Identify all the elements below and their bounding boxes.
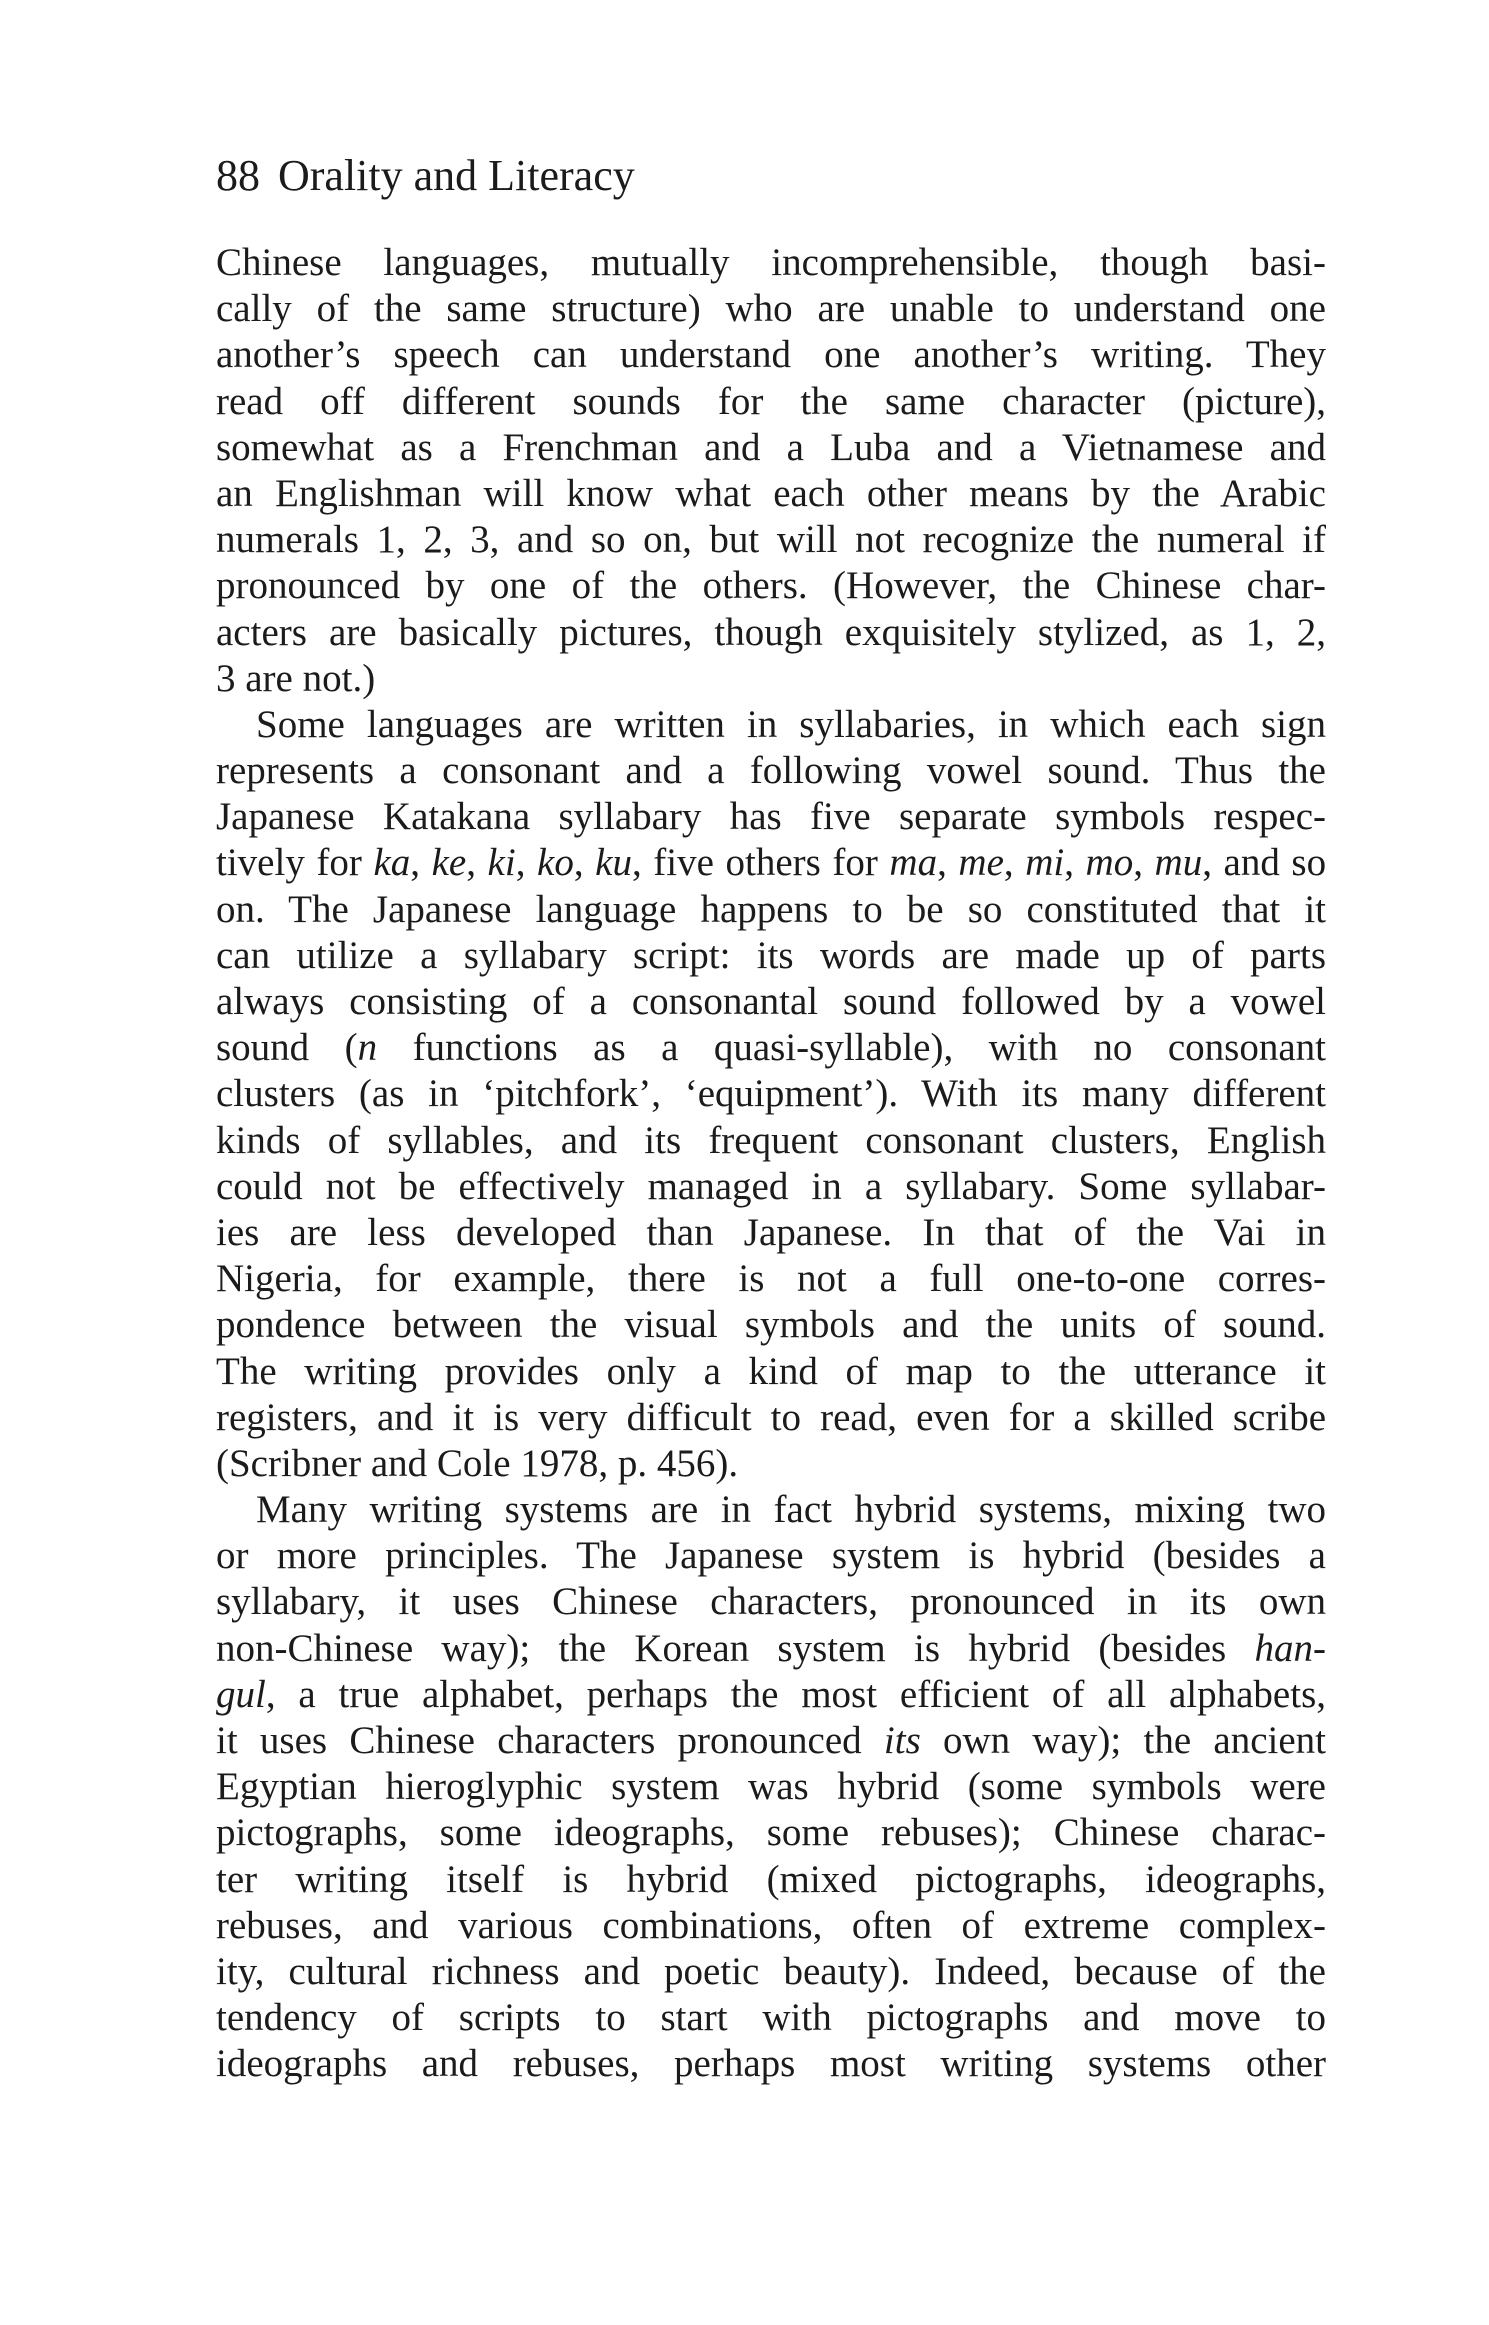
italic-text: mi (1025, 841, 1065, 885)
italic-text: mo (1085, 841, 1134, 885)
text-line (216, 1487, 1326, 1533)
text-span: somewhat as a Frenchman and a Luba and a Vietnamese and (216, 425, 1326, 469)
text-span: Egyptian hieroglyphic system was hybrid (some symbols were (216, 1765, 1326, 1809)
text-span: can utilize a syllabary script: its words are made up of parts (216, 933, 1326, 977)
text-line (216, 1810, 1326, 1856)
text-span: registers, and it is very difficult to read, even for a skilled scribe (216, 1395, 1326, 1439)
text-span: clusters (as in ‘pitchfork’, ‘equipment’). With its many different (216, 1072, 1326, 1116)
text-span: , (410, 841, 432, 885)
text-span: could not be effectively managed in a syllabary. Some syllabar- (216, 1164, 1326, 1208)
text-span: , (1064, 841, 1086, 885)
text-line (216, 933, 1326, 979)
text-span: on. The Japanese language happens to be so constituted that it (216, 887, 1326, 931)
text-line (216, 1857, 1326, 1903)
text-span: , a true alphabet, perhaps the most efficient of all alphabets, (265, 1672, 1326, 1716)
text-line (216, 425, 1326, 471)
text-line (216, 1533, 1326, 1579)
running-head (216, 148, 635, 204)
text-span: tively for (216, 841, 374, 885)
text-span: pictographs, some ideographs, some rebuses); Chinese charac- (216, 1811, 1326, 1855)
text-line (216, 471, 1326, 517)
text-span: acters are basically pictures, though exquisitely stylized, as 1, 2, (216, 610, 1326, 654)
page-number: 88 (216, 151, 260, 200)
text-span: represents a consonant and a following vowel sound. Thus the (216, 749, 1326, 793)
italic-text: ma (889, 841, 938, 885)
text-line (216, 1718, 1326, 1764)
text-span: Chinese languages, mutually incomprehensible, though basi- (216, 241, 1326, 284)
italic-text: n (357, 1026, 378, 1070)
text-line (216, 1764, 1326, 1810)
text-span: ter writing itself is hybrid (mixed pictographs, ideographs, (216, 1857, 1326, 1901)
text-line (216, 286, 1326, 332)
text-span: , (466, 841, 488, 885)
text-span: functions as a quasi-syllable), with no consonant (377, 1026, 1326, 1070)
text-span: sound ( (216, 1026, 358, 1070)
text-line (216, 1626, 1326, 1672)
text-span: it uses Chinese characters pronounced (216, 1719, 884, 1762)
text-line (216, 1395, 1326, 1441)
text-span: or more principles. The Japanese system is hybrid (besides a (216, 1534, 1326, 1578)
text-span: Many writing systems are in fact hybrid systems, mixing two (256, 1488, 1326, 1532)
body-text (216, 240, 1326, 2088)
text-span: 3 are not.) (216, 656, 376, 700)
italic-text: han- (1254, 1626, 1326, 1670)
text-span: an Englishman will know what each other means by the Arabic (216, 471, 1326, 515)
text-line (216, 702, 1326, 748)
text-span: always consisting of a consonantal sound followed by a vowel (216, 980, 1326, 1023)
text-line (216, 887, 1326, 933)
text-line (216, 1025, 1326, 1071)
text-line (216, 748, 1326, 794)
text-span: another’s speech can understand one another’s writing. They (216, 333, 1326, 377)
text-span: , (515, 841, 538, 885)
text-line (216, 1164, 1326, 1210)
text-line (216, 1441, 1326, 1487)
text-line (216, 1672, 1326, 1718)
text-span: (Scribner and Cole 1978, p. 456). (216, 1441, 739, 1485)
text-span: , and so (1202, 841, 1326, 885)
text-line (216, 979, 1326, 1025)
italic-text: me (958, 841, 1004, 885)
text-span: pondence between the visual symbols and the units of sound. (216, 1303, 1326, 1347)
italic-text: mu (1154, 841, 1203, 885)
text-span: own way); the ancient (920, 1719, 1326, 1762)
text-line (216, 563, 1326, 609)
text-line (216, 1349, 1326, 1395)
text-span: Some languages are written in syllabaries, in which each sign (256, 702, 1326, 746)
text-line (216, 1579, 1326, 1625)
text-span: , (1133, 841, 1155, 885)
text-line (216, 379, 1326, 425)
text-line (216, 794, 1326, 840)
text-span: , (1003, 841, 1026, 885)
text-span: non-Chinese way); the Korean system is hybrid (besides (216, 1626, 1255, 1670)
text-span: , five others for (631, 841, 890, 885)
text-span: The writing provides only a kind of map to the utterance it (216, 1349, 1326, 1393)
text-span: cally of the same structure) who are unable to understand one (216, 287, 1326, 331)
text-span: ideographs and rebuses, perhaps most writing systems other (216, 2042, 1326, 2086)
text-line (216, 1210, 1326, 1256)
text-span: pronounced by one of the others. (However, the Chinese char- (216, 564, 1326, 608)
text-line (216, 840, 1326, 886)
text-span: kinds of syllables, and its frequent consonant clusters, English (216, 1118, 1326, 1162)
text-line (216, 2041, 1326, 2087)
text-line (216, 1302, 1326, 1348)
italic-text: its (883, 1719, 921, 1762)
text-line (216, 1903, 1326, 1949)
running-head-title: Orality and Literacy (278, 151, 635, 200)
italic-text: ka (373, 841, 411, 885)
text-span: numerals 1, 2, 3, and so on, but will not recognize the numeral if (216, 518, 1326, 562)
text-span: tendency of scripts to start with pictographs and move to (216, 1996, 1326, 2040)
text-span: read off different sounds for the same character (picture), (216, 379, 1326, 423)
text-span: Nigeria, for example, there is not a full one-to-one corres- (216, 1257, 1326, 1301)
text-span: syllabary, it uses Chinese characters, pronounced in its own (216, 1580, 1326, 1624)
text-line (216, 332, 1326, 378)
text-line (216, 610, 1326, 656)
text-span: , (573, 841, 596, 885)
text-line (216, 240, 1326, 286)
text-span: ity, cultural richness and poetic beauty). Indeed, because of the (216, 1949, 1326, 1993)
text-line (216, 517, 1326, 563)
text-line (216, 1256, 1326, 1302)
text-line (216, 1995, 1326, 2041)
text-line (216, 656, 1326, 702)
text-line (216, 1118, 1326, 1164)
italic-text: ke (431, 841, 467, 885)
text-span: rebuses, and various combinations, often of extreme complex- (216, 1903, 1326, 1947)
italic-text: ku (595, 841, 632, 885)
text-line (216, 1949, 1326, 1995)
italic-text: ko (537, 841, 574, 885)
italic-text: ki (487, 841, 516, 885)
text-line (216, 1071, 1326, 1117)
text-span: Japanese Katakana syllabary has five separate symbols respec- (216, 795, 1326, 839)
italic-text: gul (216, 1672, 266, 1716)
text-span: ies are less developed than Japanese. In that of the Vai in (216, 1210, 1326, 1254)
text-span: , (937, 841, 959, 885)
